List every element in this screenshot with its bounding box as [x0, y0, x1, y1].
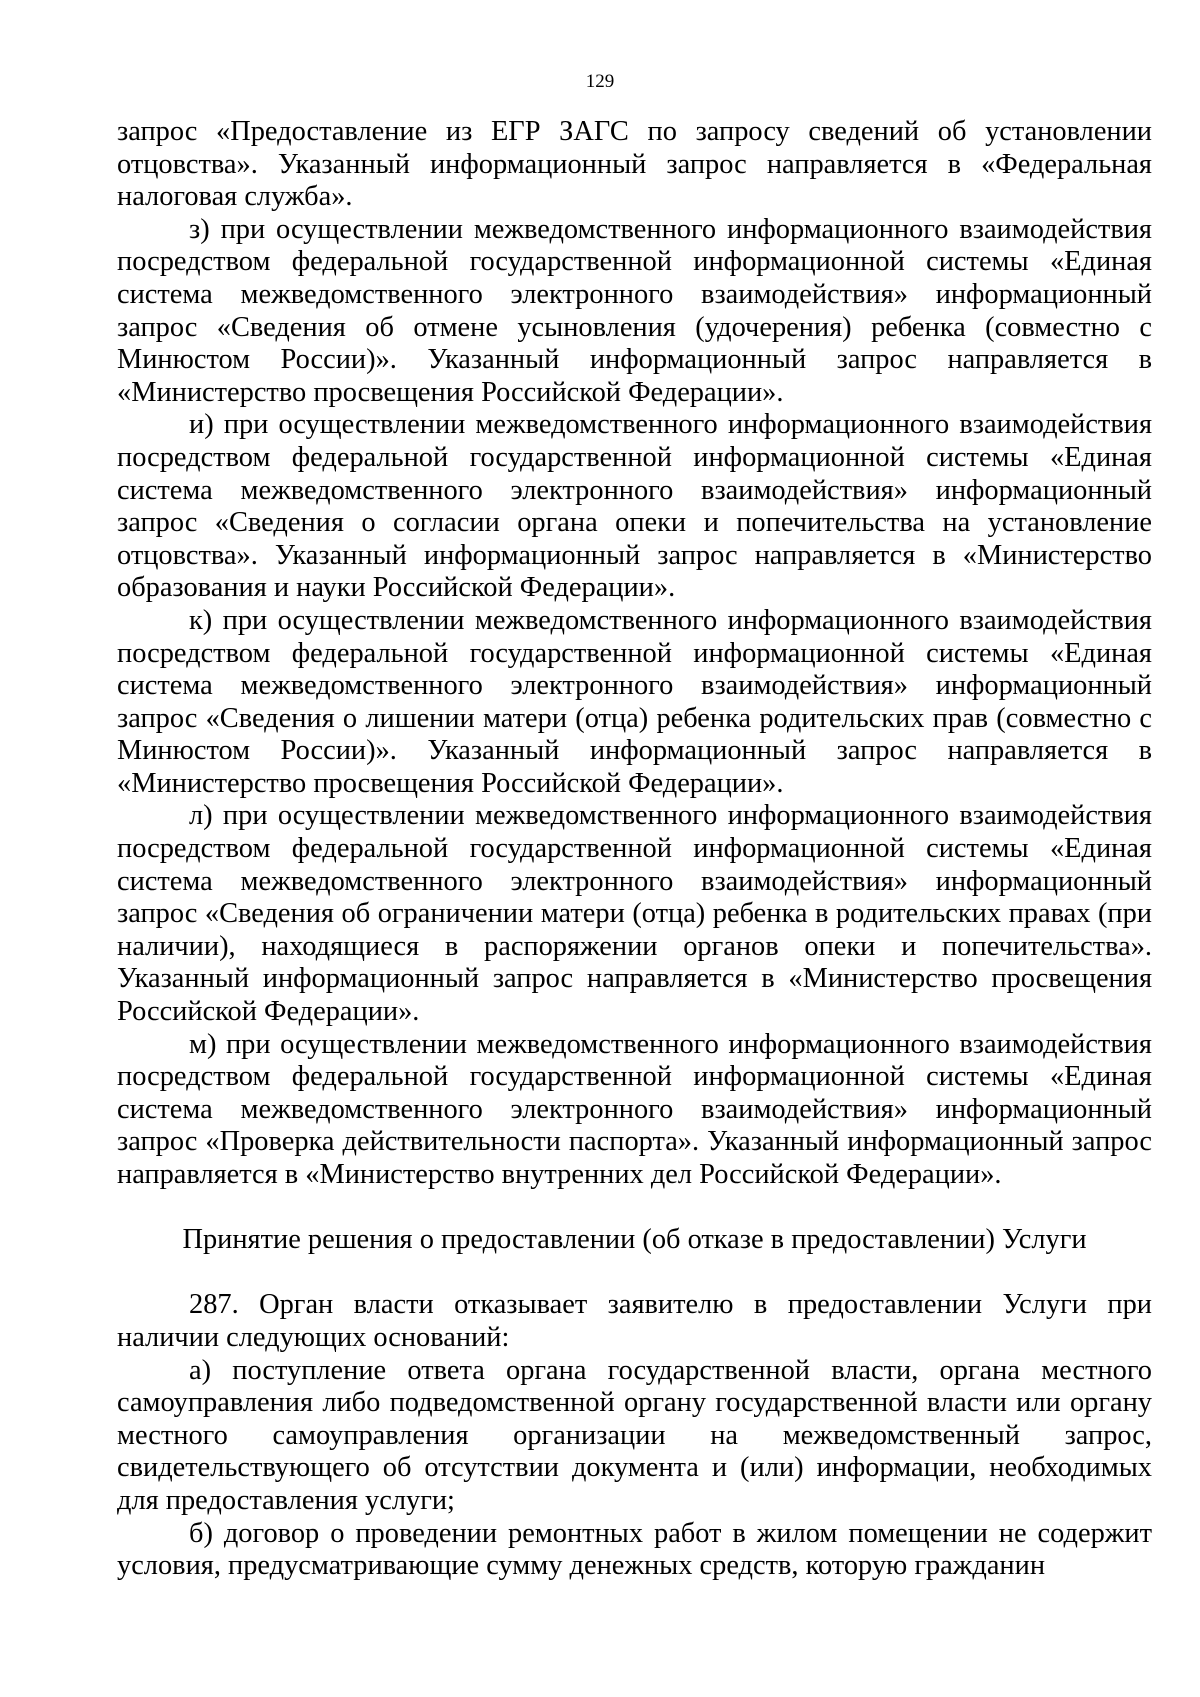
paragraph-287: 287. Орган власти отказывает заявителю в предоставлении Услуги при наличии следующих оснований: — [117, 1289, 1152, 1353]
paragraph-item-z: з) при осуществлении межведомственного информационного взаимодействия посредством федеральной государственной информационной системы «Единая система межведомственного электронного взаимодействия» информационный запрос «Сведения об отмене усыновления (удочерения) ребенка (совместно с Минюстом России)». Указанный информационный запрос направляется в «Министерство просвещения Российской Федерации». — [117, 213, 1152, 408]
paragraph-item-m: м) при осуществлении межведомственного информационного взаимодействия посредством федеральной государственной информационной системы «Единая система межведомственного электронного взаимодействия» информационный запрос «Проверка действительности паспорта». Указанный информационный запрос направляется в «Министерство внутренних дел Российской Федерации». — [117, 1028, 1152, 1190]
paragraph-item-a: а) поступление ответа органа государственной власти, органа местного самоуправления либо подведомственной органу государственной власти или органу местного самоуправления организации на межведомственный запрос, свидетельствующего об отсутствии документа и (или) информации, необходимых для предоставления услуги; — [117, 1354, 1152, 1516]
paragraph-item-b: б) договор о проведении ремонтных работ в жилом помещении не содержит условия, предусматривающие сумму денежных средств, которую гражданин — [117, 1517, 1152, 1582]
section-heading: Принятие решения о предоставлении (об отказе в предоставлении) Услуги — [182, 1224, 1087, 1256]
paragraph-item-k: к) при осуществлении межведомственного информационного взаимодействия посредством федеральной государственной информационной системы «Единая система межведомственного электронного взаимодействия» информационный запрос «Сведения о лишении матери (отца) ребенка родительских прав (совместно с Минюстом России)». Указанный информационный запрос направляется в «Министерство просвещения Российской Федерации». — [117, 604, 1152, 799]
page-number: 129 — [585, 71, 615, 92]
paragraph-item-l: л) при осуществлении межведомственного информационного взаимодействия посредством федеральной государственной информационной системы «Единая система межведомственного электронного взаимодействия» информационный запрос «Сведения об ограничении матери (отца) ребенка в родительских правах (при наличии), находящиеся в распоряжении органов опеки и попечительства». Указанный информационный запрос направляется в «Министерство просвещения Российской Федерации». — [117, 800, 1152, 1028]
document-body — [117, 116, 1152, 1583]
paragraph-item-i: и) при осуществлении межведомственного информационного взаимодействия посредством федеральной государственной информационной системы «Единая система межведомственного электронного взаимодействия» информационный запрос «Сведения о согласии органа опеки и попечительства на установление отцовства». Указанный информационный запрос направляется в «Министерство образования и науки Российской Федерации». — [117, 409, 1152, 604]
paragraph-continuation: запрос «Предоставление из ЕГР ЗАГС по запросу сведений об установлении отцовства». Указанный информационный запрос направляется в «Федеральная налоговая служба». — [117, 116, 1152, 213]
